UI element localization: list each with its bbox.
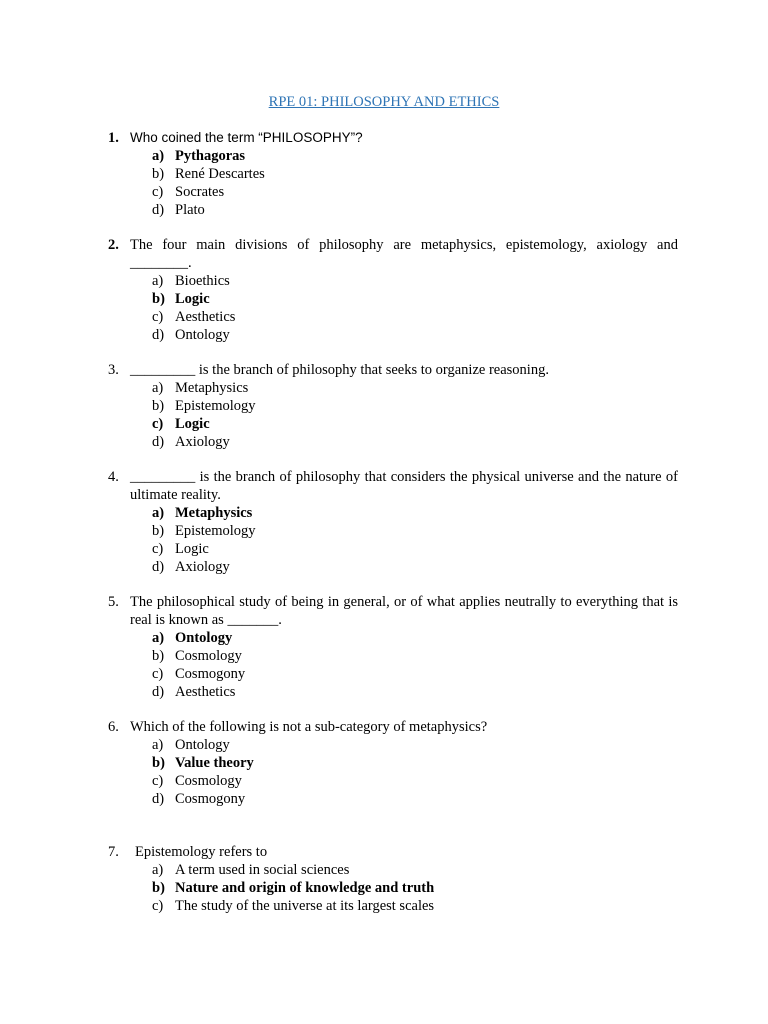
options-list — [152, 379, 678, 451]
option-correct: a) Ontology — [152, 630, 233, 646]
option-correct: c) Logic — [152, 416, 210, 432]
option: d) Aesthetics — [152, 684, 236, 700]
option: b) Epistemology — [152, 398, 256, 414]
option: d) Ontology — [152, 327, 230, 343]
option: c) Aesthetics — [152, 309, 236, 325]
question-2 — [108, 236, 678, 344]
option: a) Metaphysics — [152, 380, 249, 396]
question-text: Epistemology refers to — [135, 844, 268, 860]
option: b) Cosmology — [152, 648, 242, 664]
question-number: 2. — [108, 237, 119, 253]
page-title: RPE 01: PHILOSOPHY AND ETHICS — [268, 94, 500, 110]
option-correct: b) Nature and origin of knowledge and truth — [152, 880, 435, 896]
options-list — [152, 504, 678, 576]
option: c) Logic — [152, 541, 209, 557]
question-text: Which of the following is not a sub-category of metaphysics? — [130, 719, 488, 735]
option: a) A term used in social sciences — [152, 862, 350, 878]
question-6 — [108, 718, 678, 808]
question-4 — [108, 468, 678, 576]
option: d) Cosmogony — [152, 791, 246, 807]
question-number: 4. — [108, 469, 119, 485]
option: b) Epistemology — [152, 523, 256, 539]
options-list — [152, 272, 678, 344]
question-number: 7. — [108, 844, 119, 860]
question-text: Who coined the term “PHILOSOPHY”? — [130, 130, 363, 145]
option-correct: a) Metaphysics — [152, 505, 253, 521]
question-text: The four main divisions of philosophy are metaphysics, epistemology, axiology and ________. — [130, 237, 678, 271]
option: c) Cosmogony — [152, 666, 246, 682]
question-7 — [108, 843, 678, 915]
option: c) Cosmology — [152, 773, 242, 789]
options-list — [152, 147, 678, 219]
question-number: 1. — [108, 130, 119, 146]
options-list — [152, 736, 678, 808]
question-1 — [108, 129, 678, 219]
options-list — [152, 629, 678, 701]
question-number: 6. — [108, 719, 119, 735]
option: d) Plato — [152, 202, 205, 218]
option-correct: b) Logic — [152, 291, 210, 307]
option: c) The study of the universe at its largest scales — [152, 898, 435, 914]
options-list — [152, 861, 678, 915]
question-text: _________ is the branch of philosophy that considers the physical universe and the nature of ultimate reality. — [130, 469, 678, 503]
question-3 — [108, 361, 678, 451]
option: c) Socrates — [152, 184, 225, 200]
question-text: _________ is the branch of philosophy that seeks to organize reasoning. — [130, 362, 549, 378]
option: d) Axiology — [152, 559, 230, 575]
question-text: The philosophical study of being in general, or of what applies neutrally to everything that is real is known as _______. — [130, 594, 678, 628]
question-5 — [108, 593, 678, 701]
option: b) René Descartes — [152, 166, 265, 182]
option: d) Axiology — [152, 434, 230, 450]
option-correct: b) Value theory — [152, 755, 254, 771]
option: a) Bioethics — [152, 273, 230, 289]
question-number: 3. — [108, 362, 119, 378]
option: a) Ontology — [152, 737, 230, 753]
option-correct: a) Pythagoras — [152, 148, 246, 164]
question-number: 5. — [108, 594, 119, 610]
